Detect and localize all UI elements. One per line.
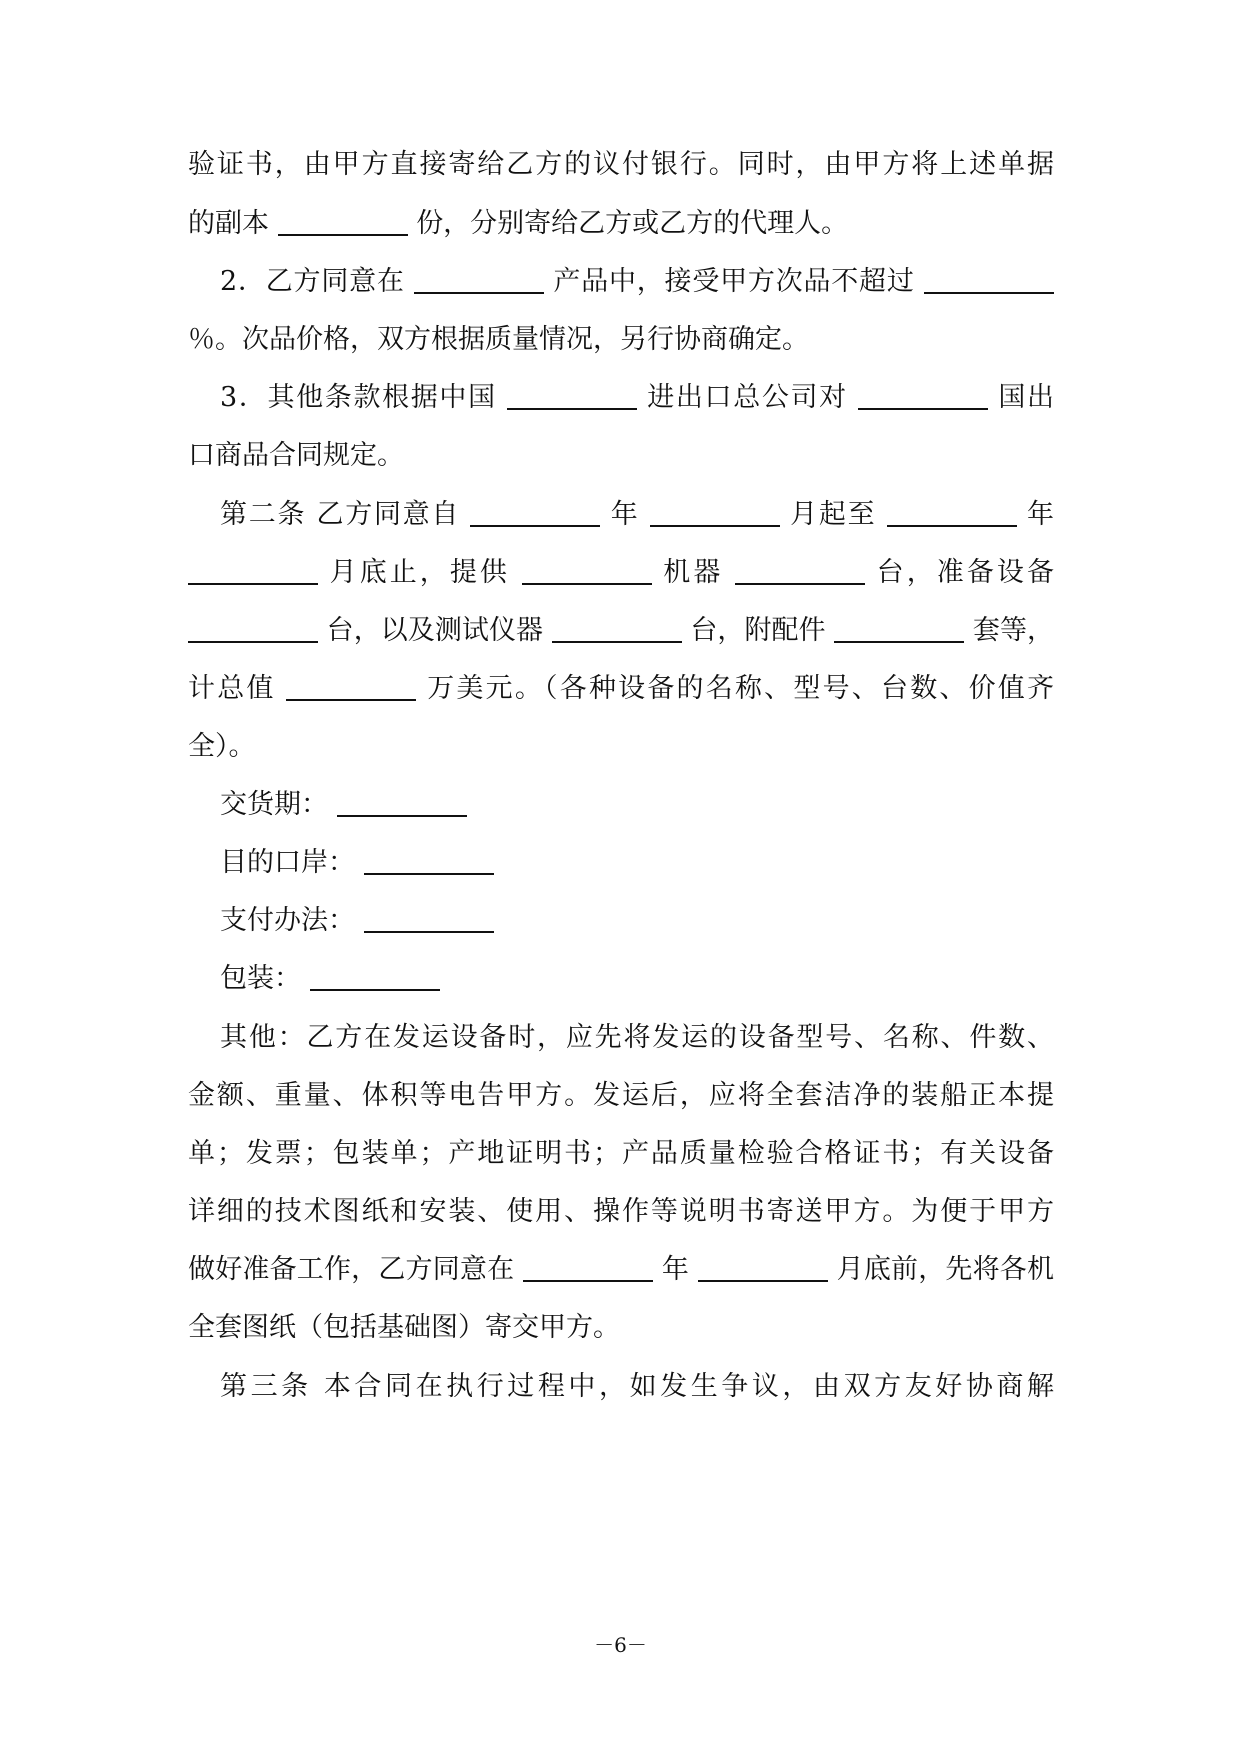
text-line <box>188 613 1054 649</box>
text-segment: 验证书，由甲方直接寄给乙方的议付银行。同时，由甲方将上述单据 <box>188 149 1054 180</box>
text-line <box>188 555 1054 591</box>
text-segment: 月底前，先将各机 <box>836 1254 1054 1285</box>
fill-in-blank <box>834 613 964 643</box>
fill-in-blank <box>698 1252 828 1282</box>
fill-in-blank <box>188 555 318 585</box>
text-segment: 万美元。（各种设备的名称、型号、台数、价值齐 <box>427 673 1054 704</box>
text-segment: 年 <box>610 499 640 530</box>
fill-in-blank <box>470 497 600 527</box>
fill-in-blank <box>364 845 494 875</box>
text-segment: 全套图纸（包括基础图）寄交甲方。 <box>188 1312 620 1343</box>
text-line <box>220 845 1054 881</box>
text-line <box>220 497 1054 533</box>
text-segment: 台，以及测试仪器 <box>326 615 544 646</box>
fill-in-blank <box>522 555 652 585</box>
fill-in-blank <box>735 555 865 585</box>
text-segment: 月底止，提供 <box>329 557 510 588</box>
text-line <box>188 1310 1054 1346</box>
text-segment: 第三条 本合同在执行过程中，如发生争议，由双方友好协商解 <box>220 1371 1054 1402</box>
text-line <box>220 903 1054 939</box>
text-segment: 口商品合同规定。 <box>188 440 404 471</box>
fill-in-blank <box>310 961 440 991</box>
fill-in-blank <box>414 264 544 294</box>
text-segment: 机器 <box>663 557 724 588</box>
fill-in-blank <box>650 497 780 527</box>
text-segment: 产品中，接受甲方次品不超过 <box>553 266 915 297</box>
fill-in-blank <box>507 380 637 410</box>
text-segment: 年 <box>1026 499 1054 530</box>
text-segment: 单；发票；包装单；产地证明书；产品质量检验合格证书；有关设备 <box>188 1138 1054 1169</box>
page-number: －6－ <box>594 1633 647 1657</box>
fill-in-blank <box>364 903 494 933</box>
text-segment: 的副本 <box>188 208 269 239</box>
text-segment: 月起至 <box>790 499 877 530</box>
text-line <box>220 380 1054 416</box>
text-segment: 做好准备工作，乙方同意在 <box>188 1254 515 1285</box>
text-segment: 第二条 乙方同意自 <box>220 499 461 530</box>
text-segment: 份，分别寄给乙方或乙方的代理人。 <box>416 208 849 239</box>
text-line <box>220 264 1054 300</box>
text-line <box>188 1252 1054 1288</box>
text-line <box>188 1194 1054 1230</box>
fill-in-blank <box>286 671 416 701</box>
text-segment: 国出 <box>998 382 1054 413</box>
text-segment: ％。次品价格，双方根据质量情况，另行协商确定。 <box>188 324 809 355</box>
text-line <box>220 1020 1054 1056</box>
text-segment: 目的口岸： <box>220 847 355 878</box>
text-segment: 交货期： <box>220 789 328 820</box>
text-segment: 年 <box>661 1254 690 1285</box>
fill-in-blank <box>188 613 318 643</box>
text-line <box>188 206 1054 242</box>
text-segment: 金额、重量、体积等电告甲方。发运后，应将全套洁净的装船正本提 <box>188 1080 1054 1111</box>
text-segment: 支付办法： <box>220 905 355 936</box>
text-segment: 计总值 <box>188 673 276 704</box>
text-segment: 包装： <box>220 963 301 994</box>
text-line <box>188 1136 1054 1172</box>
text-segment: 3．其他条款根据中国 <box>220 382 497 413</box>
fill-in-blank <box>887 497 1017 527</box>
text-line <box>220 787 1054 823</box>
text-line <box>188 1078 1054 1114</box>
text-line <box>220 1369 1054 1405</box>
fill-in-blank <box>552 613 682 643</box>
text-segment: 2．乙方同意在 <box>220 266 405 297</box>
text-line <box>188 438 1054 474</box>
fill-in-blank <box>924 264 1054 294</box>
text-line <box>188 671 1054 707</box>
fill-in-blank <box>278 206 408 236</box>
text-segment: 详细的技术图纸和安装、使用、操作等说明书寄送甲方。为便于甲方 <box>188 1196 1054 1227</box>
text-segment: 台，附配件 <box>690 615 826 646</box>
fill-in-blank <box>858 380 988 410</box>
fill-in-blank <box>337 787 467 817</box>
text-line <box>220 961 1054 997</box>
text-segment: 套等， <box>972 615 1054 646</box>
text-segment: 全）。 <box>188 731 256 762</box>
text-line <box>188 729 1054 765</box>
text-line <box>188 147 1054 183</box>
text-line <box>188 322 1054 358</box>
fill-in-blank <box>523 1252 653 1282</box>
text-segment: 台，准备设备 <box>876 557 1054 588</box>
text-segment: 进出口总公司对 <box>647 382 848 413</box>
text-segment: 其他：乙方在发运设备时，应先将发运的设备型号、名称、件数、 <box>220 1022 1054 1053</box>
